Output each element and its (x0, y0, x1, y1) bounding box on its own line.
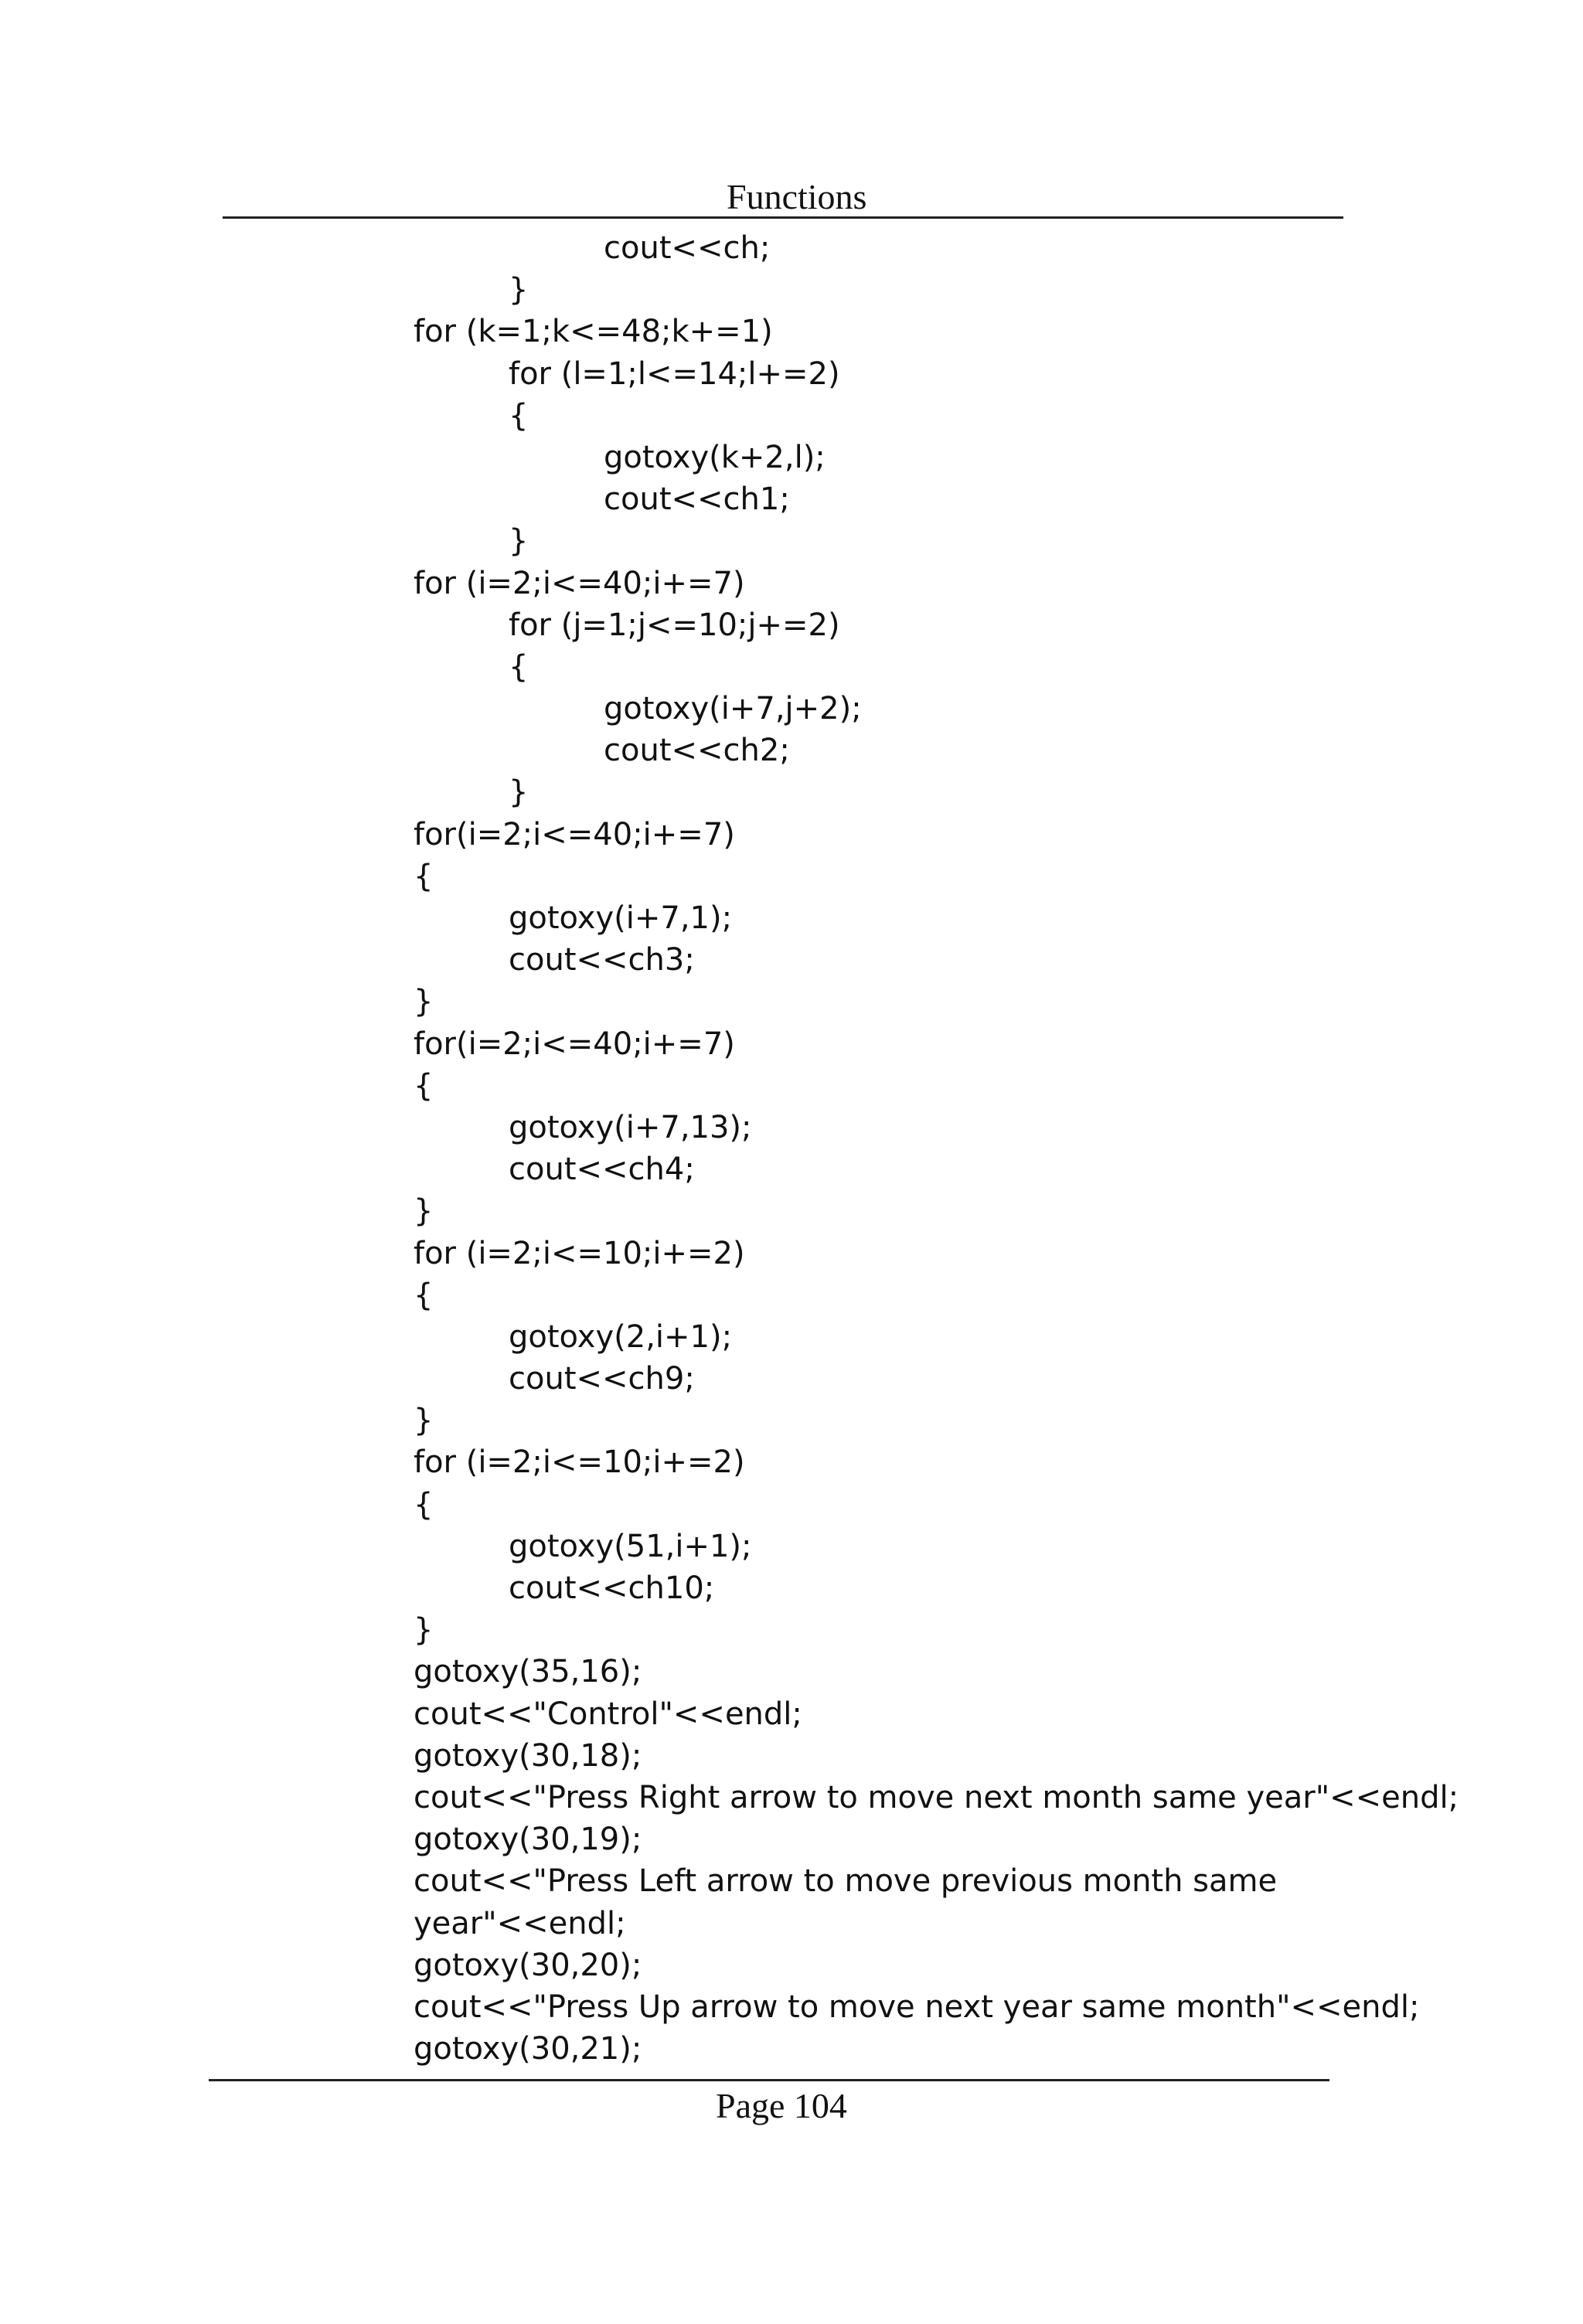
code-line: gotoxy(30,20); (414, 1947, 642, 1983)
code-line: gotoxy(35,16); (414, 1654, 642, 1690)
code-line: } (509, 774, 529, 811)
code-line: cout<<"Press Up arrow to move next year same month"<<endl; (414, 1989, 1420, 2025)
footer-divider (209, 2079, 1329, 2081)
code-line: gotoxy(k+2,l); (604, 439, 826, 475)
code-line: cout<<"Press Right arrow to move next month same year"<<endl; (414, 1779, 1459, 1815)
code-line: cout<<ch9; (509, 1361, 695, 1397)
code-line: } (414, 1403, 434, 1439)
code-line: for (k=1;k<=48;k+=1) (414, 314, 773, 350)
code-line: gotoxy(30,21); (414, 2031, 642, 2067)
code-line: cout<<ch10; (509, 1570, 715, 1606)
code-line: } (509, 523, 529, 560)
code-listing (414, 227, 1459, 2070)
header-divider (223, 216, 1343, 219)
code-line: cout<<ch4; (509, 1152, 695, 1188)
code-line: cout<<"Control"<<endl; (414, 1696, 802, 1732)
page-number: Page 104 (716, 2086, 847, 2125)
code-line: gotoxy(i+7,1); (509, 900, 733, 936)
code-line: cout<<ch; (604, 230, 771, 266)
code-line: { (509, 648, 529, 685)
code-line: for (l=1;l<=14;l+=2) (509, 356, 840, 392)
code-line: gotoxy(30,18); (414, 1737, 642, 1774)
code-line: cout<<"Press Left arrow to move previous month same (414, 1863, 1278, 1900)
code-line: for (i=2;i<=10;i+=2) (414, 1235, 745, 1271)
code-line: cout<<ch3; (509, 942, 695, 978)
code-line: gotoxy(51,i+1); (509, 1528, 752, 1564)
code-line: gotoxy(2,i+1); (509, 1319, 733, 1355)
code-line: } (414, 1193, 434, 1230)
code-line: gotoxy(i+7,13); (509, 1109, 752, 1145)
code-line: for(i=2;i<=40;i+=7) (414, 816, 735, 852)
code-line: { (509, 397, 529, 434)
code-line: for (i=2;i<=40;i+=7) (414, 565, 745, 601)
code-line: gotoxy(i+7,j+2); (604, 691, 862, 727)
code-line: } (414, 984, 434, 1020)
code-line: cout<<ch2; (604, 733, 790, 769)
code-line: { (414, 1277, 434, 1313)
code-line: for (i=2;i<=10;i+=2) (414, 1444, 745, 1481)
code-line: } (414, 1612, 434, 1649)
code-line: } (509, 272, 529, 308)
page-header-title: Functions (727, 177, 867, 216)
code-line: year"<<endl; (414, 1905, 626, 1941)
code-line: { (414, 1486, 434, 1523)
code-line: { (414, 1067, 434, 1104)
code-line: gotoxy(30,19); (414, 1822, 642, 1858)
code-line: cout<<ch1; (604, 481, 790, 518)
code-line: for (j=1;j<=10;j+=2) (509, 607, 840, 643)
code-line: { (414, 858, 434, 894)
code-line: for(i=2;i<=40;i+=7) (414, 1026, 735, 1062)
